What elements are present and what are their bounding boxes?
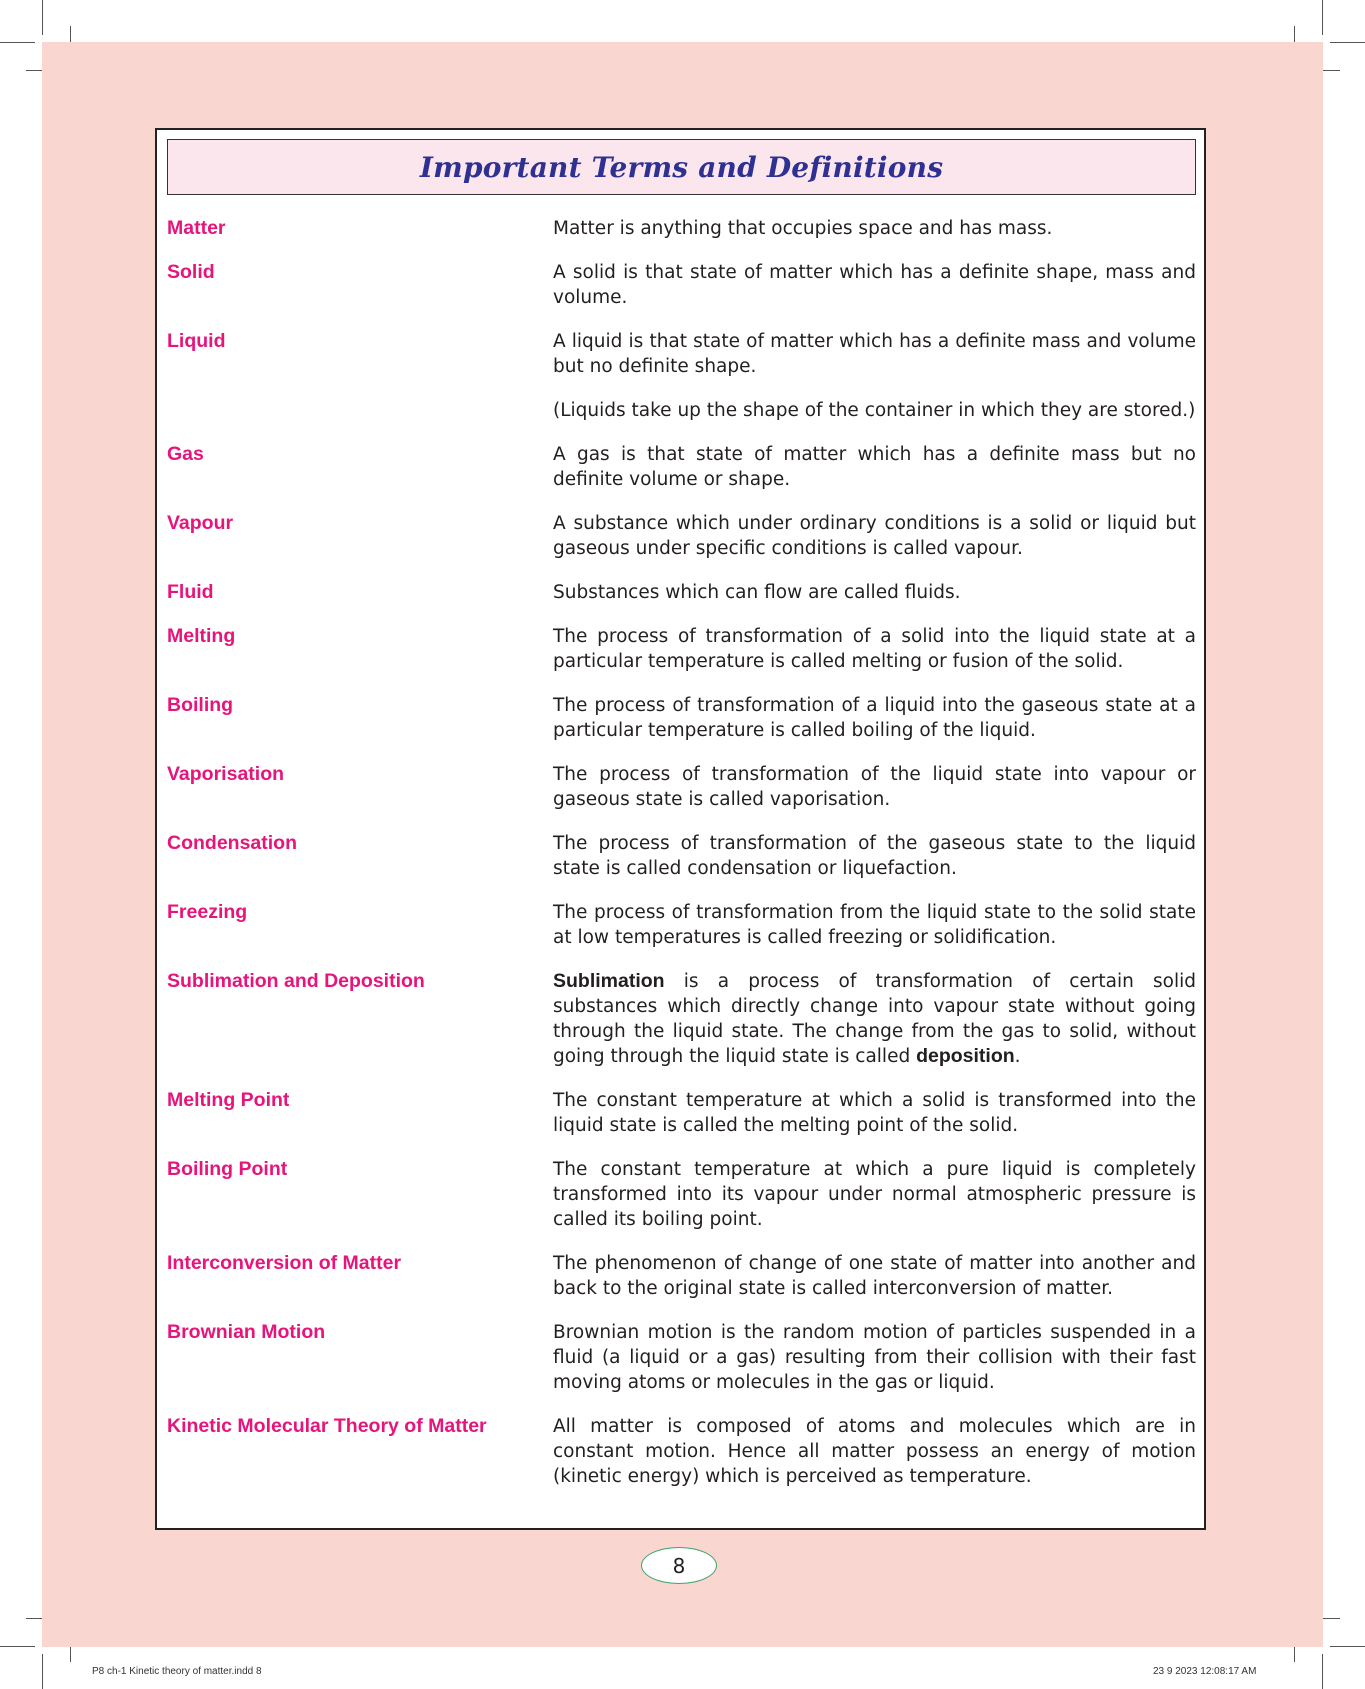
term: Sublimation and Deposition — [167, 970, 425, 992]
definition-row — [167, 1320, 1196, 1395]
term: Solid — [167, 261, 215, 283]
definition: The constant temperature at which a pure liquid is completely transformed into its vapour under normal atmospheric pressure is called its boiling point. — [553, 1159, 1196, 1230]
term: Brownian Motion — [167, 1321, 326, 1343]
term: Freezing — [167, 901, 248, 923]
definition-row — [167, 969, 1196, 1069]
definition: A gas is that state of matter which has a definite mass but no definite volume or shape. — [553, 444, 1196, 490]
term: Vapour — [167, 512, 234, 534]
definition-row — [167, 831, 1196, 881]
footer-timestamp: 23 9 2023 12:08:17 AM — [1153, 1666, 1257, 1677]
crop-mark — [0, 42, 35, 43]
definition-row — [167, 1157, 1196, 1232]
crop-mark — [1330, 42, 1365, 43]
definition-row — [167, 1251, 1196, 1301]
term: Fluid — [167, 581, 214, 603]
definition: The process of transformation from the liquid state to the solid state at low temperatures is called freezing or solidification. — [553, 902, 1196, 948]
crop-mark — [1322, 1654, 1323, 1689]
definition-row — [167, 900, 1196, 950]
definition-row — [167, 329, 1196, 379]
definition: The process of transformation of a solid into the liquid state at a particular temperature is called melting or fusion of the solid. — [553, 626, 1196, 672]
definition: All matter is composed of atoms and molecules which are in constant motion. Hence all matter possess an energy of motion (kinetic energy) which is perceived as temperature. — [553, 1416, 1196, 1487]
definition: The constant temperature at which a solid is transformed into the liquid state is called the melting point of the solid. — [553, 1090, 1196, 1136]
term: Boiling Point — [167, 1158, 288, 1180]
term: Interconversion of Matter — [167, 1252, 402, 1274]
definition-text: is a process of transformation of certain solid substances which directly change into vapour state without going through the liquid state. The change from the gas to solid, without going through the liquid state is called — [553, 971, 1196, 1067]
definition-row — [167, 260, 1196, 310]
definition-text: . — [1014, 1046, 1021, 1067]
definition: A solid is that state of matter which has a definite shape, mass and volume. — [553, 262, 1196, 308]
definition-row — [167, 398, 1196, 423]
definition-row — [167, 1088, 1196, 1138]
bold-term-sublimation: Sublimation — [553, 970, 665, 992]
definition: Substances which can flow are called fluids. — [553, 582, 961, 603]
bold-term-deposition: deposition — [916, 1045, 1015, 1067]
definition: Brownian motion is the random motion of particles suspended in a fluid (a liquid or a gas) resulting from their collision with their fast moving atoms or molecules in the gas or liquid. — [553, 1322, 1196, 1393]
term: Melting Point — [167, 1089, 290, 1111]
title-bar — [167, 139, 1196, 195]
definition: The process of transformation of the gaseous state to the liquid state is called condensation or liquefaction. — [553, 833, 1196, 879]
definition-row — [167, 1414, 1196, 1489]
definition: The process of transformation of the liquid state into vapour or gaseous state is called vaporisation. — [553, 764, 1196, 810]
definition: The phenomenon of change of one state of matter into another and back to the original state is called interconversion of matter. — [553, 1253, 1196, 1299]
term: Matter — [167, 217, 226, 239]
page-title: Important Terms and Definitions — [419, 150, 944, 184]
definition-row — [167, 511, 1196, 561]
term: Gas — [167, 443, 204, 465]
term — [167, 398, 553, 423]
definition-note: (Liquids take up the shape of the container in which they are stored.) — [553, 400, 1196, 421]
definition-row — [167, 762, 1196, 812]
definitions-box — [155, 128, 1206, 1530]
term: Liquid — [167, 330, 226, 352]
definition-row — [167, 580, 1196, 605]
definition: A substance which under ordinary conditions is a solid or liquid but gaseous under specific conditions is called vapour. — [553, 513, 1196, 559]
crop-mark — [1322, 0, 1323, 35]
term: Kinetic Molecular Theory of Matter — [167, 1415, 487, 1437]
footer-filename: P8 ch-1 Kinetic theory of matter.indd 8 — [92, 1666, 262, 1677]
definition: The process of transformation of a liquid into the gaseous state at a particular temperature is called boiling of the liquid. — [553, 695, 1196, 741]
crop-mark — [0, 1646, 35, 1647]
definition-row — [167, 693, 1196, 743]
term: Melting — [167, 625, 236, 647]
definition-row — [167, 624, 1196, 674]
term: Condensation — [167, 832, 297, 854]
definition — [553, 969, 1196, 1069]
definition: A liquid is that state of matter which has a definite mass and volume but no definite shape. — [553, 331, 1196, 377]
term: Vaporisation — [167, 763, 285, 785]
crop-mark — [1330, 1646, 1365, 1647]
definition-row — [167, 216, 1196, 241]
page-number: 8 — [641, 1547, 717, 1584]
definition-row — [167, 442, 1196, 492]
term: Boiling — [167, 694, 234, 716]
crop-mark — [42, 1654, 43, 1689]
definition: Matter is anything that occupies space and has mass. — [553, 218, 1053, 239]
crop-mark — [42, 0, 43, 35]
definitions-list — [167, 216, 1196, 1508]
